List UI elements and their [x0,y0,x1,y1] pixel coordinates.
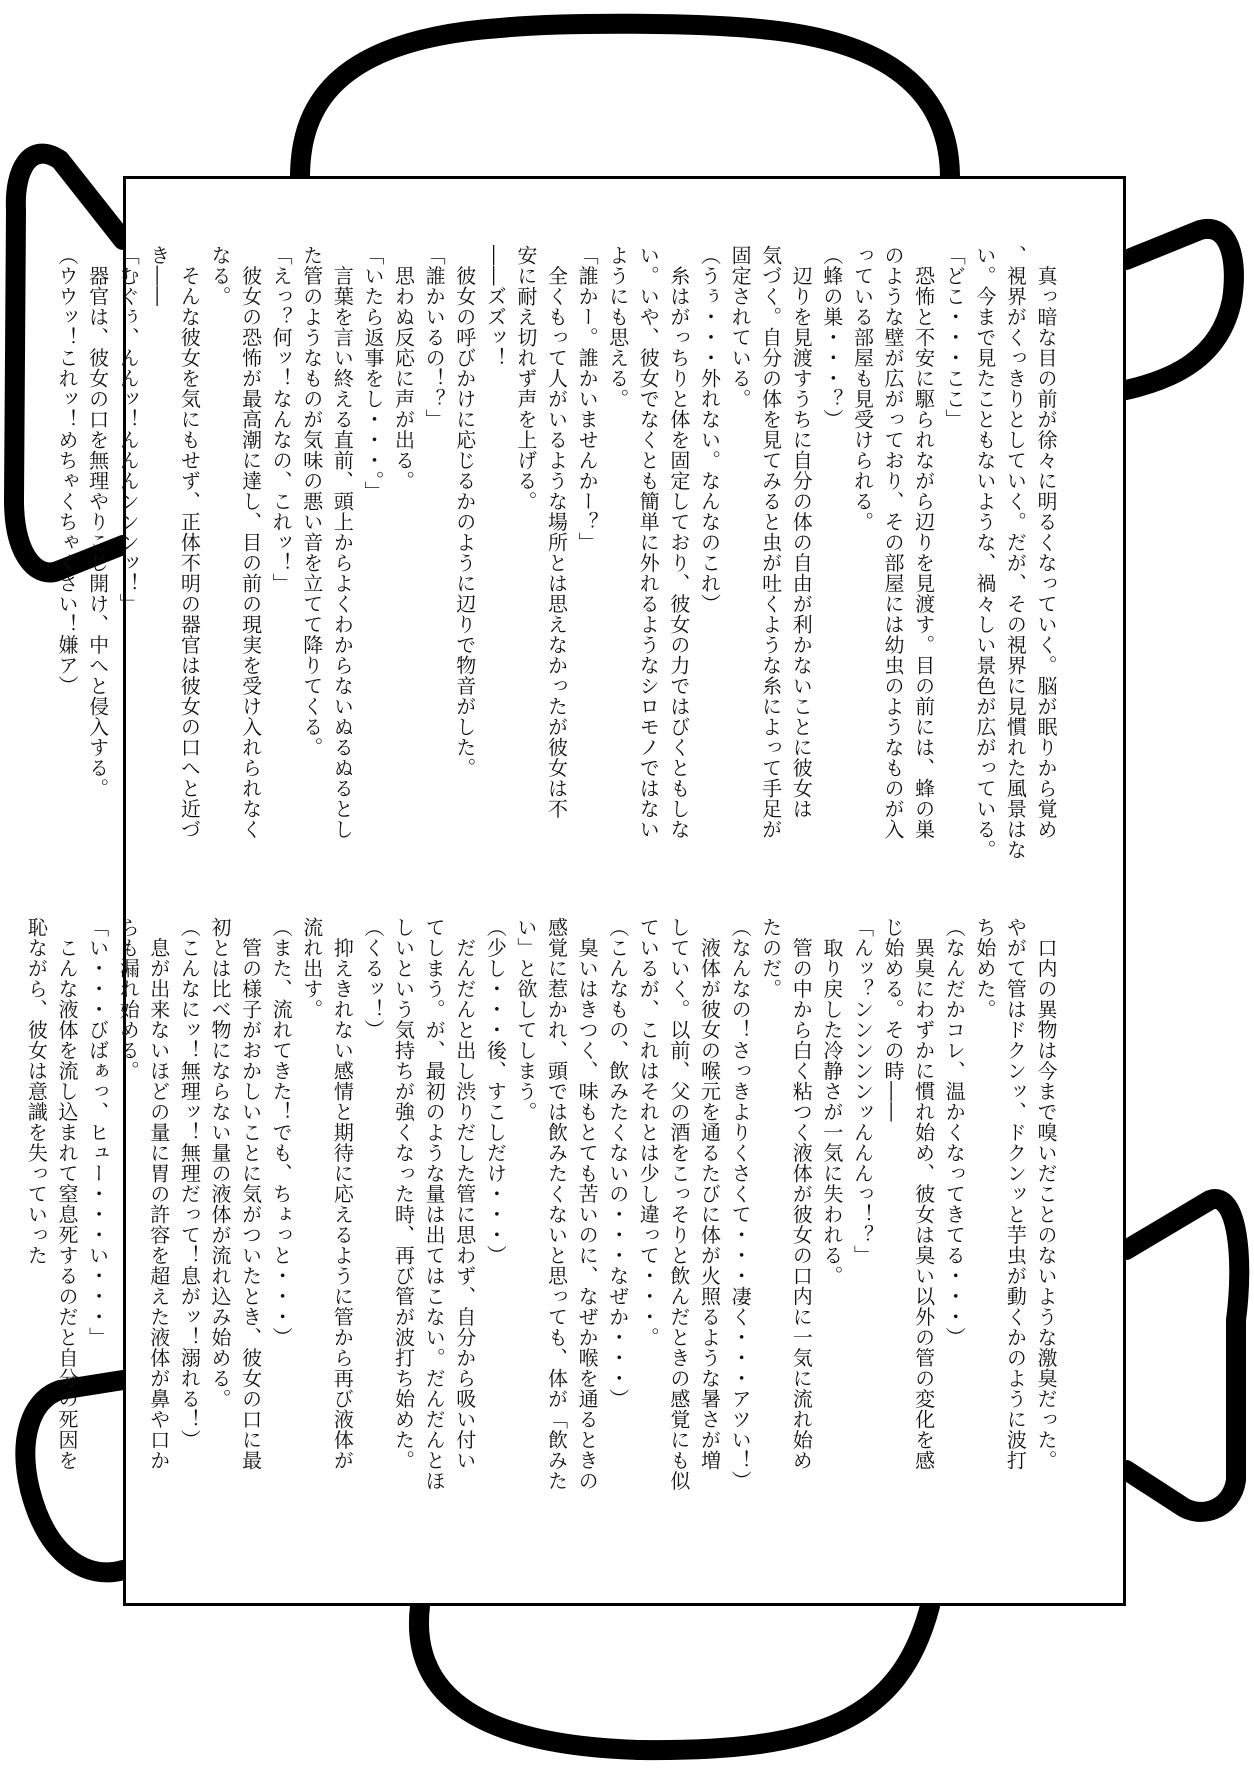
text-line: ち始めた。 [972,917,997,1020]
right-lower-handle-outline [1126,1199,1239,1512]
text-line: 管の中から白く粘つく液体が彼女の口内に一気に流れ始め [789,917,814,1471]
text-line: 異臭にわずかに慣れ始め、彼女は臭い以外の管の変化を感 [911,917,936,1471]
text-line: 恥ながら、彼女は意識を失っていった [24,917,49,1266]
text-line: だんだんと出し渋りだした管に思わず、自分から吸い付い [452,917,477,1471]
text-line: らも漏れ始める。 [116,917,141,1081]
text-line: 液体が彼女の喉元を通るたびに体が火照るような暑さが増 [697,917,722,1471]
text-line: き―― [146,245,171,307]
text-line: （うぅ・・・外れない。なんなのこれ） [697,245,722,614]
text-line: い」と欲してしまう。 [513,917,538,1122]
text-line: 抑えきれない感情と期待に応えるように管から再び液体が [330,917,355,1471]
text-line: 気づく。自分の体を見てみると虫が吐くような糸によって手足が [758,245,783,840]
text-line: しいという気持ちが強くなった時、再び管が波打ち始めた。 [391,917,416,1471]
text-line: 「誰かー。誰かいませんかー？」 [575,245,600,553]
text-line: 彼女の恐怖が最高潮に達し、目の前の現実を受け入れられなく [238,245,263,840]
text-line: ているが、これはそれとは少し違って・・・。 [636,917,661,1348]
text-line: ――ズズッ！ [483,245,508,368]
text-line: 「むぐぅ、んんッ！んんんンンンッ！」 [116,245,141,614]
text-line: 流れ出す。 [299,917,324,1020]
text-line: い。今まで見たこともないような、禍々しい景色が広がっている。 [972,245,997,860]
text-line: い。いや、彼女でなくとも簡単に外れるようなシロモノではない [636,245,661,840]
text-line: 辺りを見渡すうちに自分の体の自由が利かないことに彼女は [789,245,814,819]
text-line: 初とは比べ物にならない量の液体が流れ込み始める。 [207,917,232,1409]
text-line: （こんなもの、飲みたくないの・・・なぜか・・・） [605,917,630,1409]
text-line: （また、流れてきた！でも、ちょっと・・・） [269,917,294,1348]
text-line: じ始める。その時―― [881,917,906,1122]
text-line: 安に耐え切れず声を上げる。 [513,245,538,512]
text-line: 「えっ？何ッ！なんなの、これッ！」 [269,245,294,594]
text-line: 「どこ・・・ここ」 [942,245,967,430]
text-line: （少し・・・後、すこしだけ・・・） [483,917,508,1266]
story-block-bottom [21,917,1061,1537]
text-line: ようにも思える。 [605,245,630,409]
text-line: 器官は、彼女の口を無理やりこじ開け、中へと侵入する。 [85,245,110,799]
text-line: そんな彼女を気にもせず、正体不明の器官は彼女の口へと近づ [177,245,202,840]
text-line: 「誰かいるの！？」 [422,245,447,430]
text-line: （蜂の巣・・・？） [819,245,844,430]
text-line: 固定されている。 [728,245,753,409]
text-line: 彼女の呼びかけに応じるかのように辺りで物音がした。 [452,245,477,778]
top-bulge-outline [300,24,950,178]
text-line: 臭いはきつく、味もとても苦いのに、なぜか喉を通るときの [575,917,600,1491]
text-line: （なんなの！さっきよりくさくて・・・凄く・・・アツい！） [728,917,753,1491]
text-line: 取り戻した冷静さが一気に失われる。 [819,917,844,1286]
right-handle-outline [1126,229,1234,390]
text-line: （ウウッ！これッ！めちゃくちゃくさい！嫌ア） [55,245,79,696]
text-line: 「い・・・びばぁっ、ヒュー・・・い・・・」 [85,917,110,1348]
text-line: 恐怖と不安に駆られながら辺りを見渡す。目の前には、蜂の巣 [911,245,936,840]
text-line: っている部屋も見受けられる。 [850,245,875,532]
text-line: のような壁が広がっており、その部屋には幼虫のようなものが入 [881,245,906,840]
text-line: 「んッ？ンンンンンッんんんっ！？」 [850,917,875,1266]
text-line: （くるッ！） [360,917,385,1040]
text-line: 感覚に惹かれ、頭では飲みたくないと思っても、体が「飲みた [544,917,569,1491]
text-line: たのだ。 [758,917,783,999]
bottom-bulge-outline [419,1606,930,1750]
text-line: （なんだかコレ、温かくなってきてる・・・） [942,917,967,1348]
story-block-top [51,245,1061,860]
text-page [24,176,1126,1606]
text-line: てしまう。が、最初のような量は出てはこない。だんだんとほ [422,917,447,1491]
text-line: 口内の異物は今まで嗅いだことのないような激臭だった。 [1034,917,1058,1471]
text-line: 言葉を言い終える直前、頭上からよくわからないぬるぬるとし [330,245,355,840]
text-line: 思わぬ反応に声が出る。 [391,245,416,491]
text-line: 真っ暗な目の前が徐々に明るくなっていく。脳が眠りから覚め [1034,245,1058,840]
text-line: 息が出来ないほどの量に胃の許容を超えた液体が鼻や口か [146,917,171,1471]
text-line: （こんなにッ！無理ッ！無理だって！息がッ！溺れる！） [177,917,202,1450]
text-line: 糸はがっちりと体を固定しており、彼女の力ではびくともしな [666,245,691,840]
text-line: やがて管はドクンッ、ドクンッと芋虫が動くかのように波打 [1003,917,1028,1471]
text-line: していく。以前、父の酒をこっそりと飲んだときの感覚にも似 [666,917,691,1491]
text-line: た管のようなものが気味の悪い音を立てて降りてくる。 [299,245,324,758]
text-line: なる。 [207,245,232,307]
text-line: 「いたら返事をし・・・。」 [360,245,385,502]
text-line: 管の様子がおかしいことに気がついたとき、彼女の口に最 [238,917,263,1471]
text-line: 全くもって人がいるような場所とは思えなかったが彼女は不 [544,245,569,819]
text-line: 、視界がくっきりとしていく。だが、その視界に見慣れた風景はな [1003,245,1028,860]
text-line: こんな液体を流し込まれて窒息死するのだと自分の死因を [55,917,79,1471]
